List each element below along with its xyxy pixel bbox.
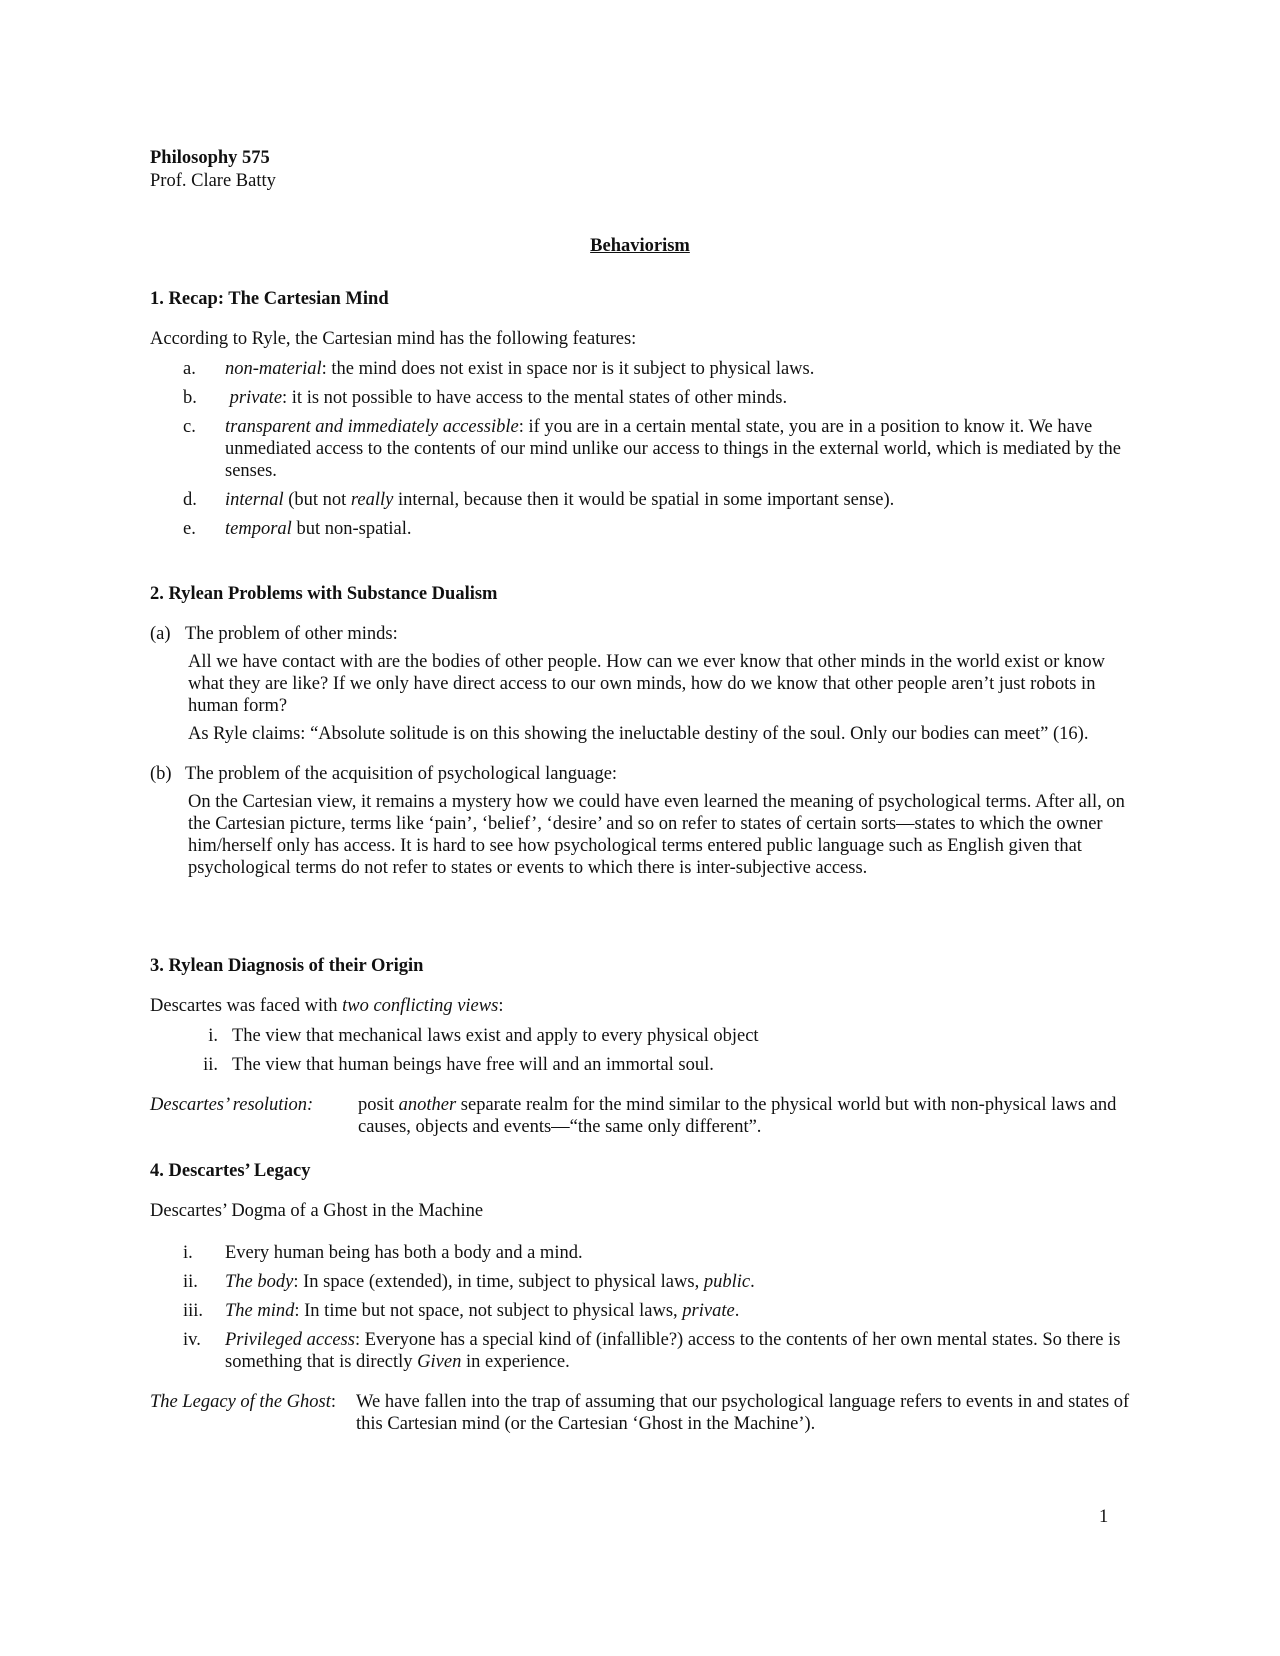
list-item-text: Every human being has both a body and a mind. [225,1243,583,1263]
list-item [150,1242,1130,1264]
intro-text: Descartes was faced with [150,996,343,1016]
list-item-text [225,1329,1130,1373]
list-item [150,358,1130,380]
definition: in experience. [461,1352,570,1372]
definition: : it is not possible to have access to the mental states of other minds. [282,388,788,408]
emphasis: another [398,1095,457,1115]
list-item-text [225,489,1130,511]
list-item-text [225,1271,1130,1293]
legacy-colon: : [330,1392,337,1412]
term: The mind [225,1301,295,1321]
feature-list [150,358,1130,540]
list-marker: c. [183,417,196,437]
resolution-row [150,1094,1130,1138]
dogma-list [150,1242,1130,1373]
section-problems [150,583,1130,885]
subsection-title: The problem of other minds: [185,624,398,644]
term: private [682,1301,735,1321]
list-item [150,1271,1130,1293]
definition: internal, because then it would be spatial in some important sense). [393,490,895,510]
list-marker: ii. [183,1272,198,1292]
list-item [150,416,1130,482]
list-item-text: The view that mechanical laws exist and apply to every physical object [232,1026,759,1046]
term: non-material [225,359,322,379]
term: Given [417,1352,462,1372]
course-title: Philosophy 575 [150,148,270,168]
definition: : if you are in a certain mental state, you are in a position to know it. We have unmediated access to the contents of our mind unlike our access to things in the external world, which is mediated by the senses. [225,417,1121,481]
term: The body [225,1272,294,1292]
resolution-text-part: separate realm for the mind similar to the physical world but with non-physical laws and causes, objects and events—“the same only different”. [358,1095,1117,1137]
professor-name: Prof. Clare Batty [150,171,276,191]
list-item [150,489,1130,511]
list-marker: ii. [203,1055,218,1075]
subsection-label [150,763,1130,785]
list-item [150,1025,1130,1047]
definition: : the mind does not exist in space nor is it subject to physical laws. [321,359,815,379]
term: Privileged access [225,1330,355,1350]
list-item [150,1300,1130,1322]
section-heading: 2. Rylean Problems with Substance Dualism [150,584,498,604]
resolution-text-part: posit [358,1095,399,1115]
list-marker: (a) [150,624,171,644]
section-legacy [150,1160,1130,1445]
list-marker: i. [208,1026,218,1046]
document-title: Behaviorism [590,236,690,256]
definition: : In space (extended), in time, subject to physical laws, [293,1272,704,1292]
paragraph: All we have contact with are the bodies of other people. How can we ever know that other minds in the world exist or know what they are like? If we only have direct access to our own minds, how do we know that other people aren’t just robots in human form? [188,652,1106,716]
list-marker: a. [183,359,196,379]
list-item-text [225,416,1130,482]
views-list [150,1025,1130,1076]
definition: : Everyone has a special kind of (infallible?) access to the contents of her own mental states. So there is something that is directly [225,1330,1121,1372]
list-marker: (b) [150,764,172,784]
list-item [150,1329,1130,1373]
legacy-label-wrap [150,1391,356,1435]
list-item-text [225,387,1130,409]
section-heading: 1. Recap: The Cartesian Mind [150,289,389,309]
list-item [150,1054,1130,1076]
subsection-title: The problem of the acquisition of psychological language: [185,764,618,784]
list-item [150,518,1130,540]
list-item [150,387,1130,409]
section-diagnosis [150,955,1130,1148]
section-recap [150,288,1130,547]
legacy-row [150,1391,1130,1435]
legacy-text: We have fallen into the trap of assuming that our psychological language refers to events in and states of this Cartesian mind (or the Cartesian ‘Ghost in the Machine’). [356,1392,1130,1434]
subsection-label [150,623,1130,645]
term: private [229,388,283,408]
section-intro: Descartes’ Dogma of a Ghost in the Machine [150,1201,484,1221]
list-marker: d. [183,490,197,510]
paragraph: On the Cartesian view, it remains a mystery how we could have even learned the meaning of psychological terms. After all, on the Cartesian picture, terms like ‘pain’, ‘belief’, ‘desire’ and so on refer to states of certain sorts—states to which the owner him/herself only has access. It is hard to see how psychological terms entered public language such as English given that psychological terms do not refer to states or events to which there is inter-subjective access. [188,792,1125,878]
resolution-text [358,1094,1130,1138]
legacy-label: The Legacy of the Ghost [150,1392,331,1412]
definition: but non-spatial. [291,519,412,539]
list-item-text [225,518,1130,540]
quote-paragraph: As Ryle claims: “Absolute solitude is on this showing the ineluctable destiny of the soul. Only our bodies can meet” (16). [188,724,1089,744]
definition: . [734,1301,740,1321]
resolution-label: Descartes’ resolution: [150,1095,314,1115]
section-intro [150,995,1130,1017]
list-item-text [225,1300,1130,1322]
intro-text: : [498,996,504,1016]
section-heading: 4. Descartes’ Legacy [150,1161,311,1181]
page-number: 1 [1099,1507,1109,1527]
list-marker: iii. [183,1301,204,1321]
term: public [703,1272,751,1292]
list-item-text: The view that human beings have free will and an immortal soul. [232,1055,714,1075]
definition: . [750,1272,755,1292]
list-marker: e. [183,519,196,539]
definition: : In time but not space, not subject to physical laws, [294,1301,683,1321]
section-heading: 3. Rylean Diagnosis of their Origin [150,956,424,976]
list-marker: iv. [183,1330,201,1350]
list-marker: b. [183,388,197,408]
list-marker: i. [183,1243,193,1263]
definition: (but not [283,490,351,510]
term: temporal [225,519,292,539]
term: transparent and immediately accessible [225,417,519,437]
section-intro: According to Ryle, the Cartesian mind has the following features: [150,329,637,349]
list-item-text [225,358,1130,380]
term: really [350,490,394,510]
emphasis: two conflicting views [342,996,499,1016]
term: internal [225,490,284,510]
